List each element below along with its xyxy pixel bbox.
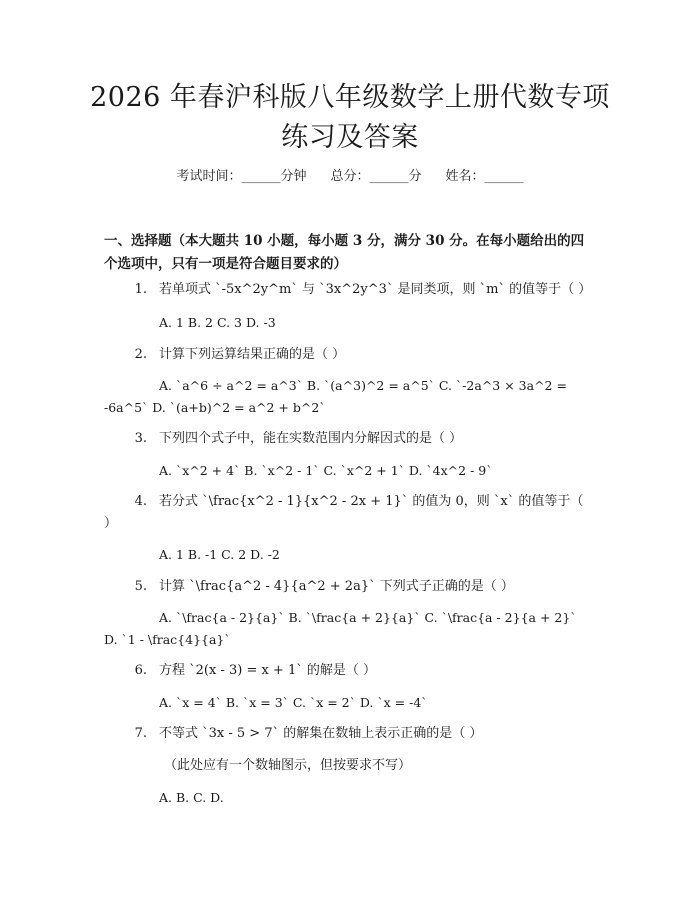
question-number: 7. [134,726,147,741]
question-5 [104,576,594,598]
question-7 [104,723,594,745]
question-stem: 下列四个式子中，能在实数范围内分解因式的是（ ） [159,431,463,446]
question-1 [104,279,594,301]
question-number: 2. [134,347,147,362]
student-name-field: 姓名：______ [445,169,524,184]
question-stem: 若单项式 `-5x^2y^m` 与 `3x^2y^3` 是同类项，则 `m` 的值等于（ ） [159,282,592,297]
question-6-options: A. `x = 4` B. `x = 3` C. `x = 2` D. `x = -4` [159,695,428,710]
question-2-options: A. `a^6 ÷ a^2 = a^3` B. `(a^3)^2 = a^5` C. `-2a^3 × 3a^2 = -6a^5` D. `(a+b)^2 = a^2 + b^2` [104,378,567,415]
question-number: 4. [134,494,147,509]
question-1-options: A. 1 B. 2 C. 3 D. -3 [159,315,276,330]
question-stem: 方程 `2(x - 3) = x + 1` 的解是（ ） [159,663,376,678]
question-stem: 若分式 `\frac{x^2 - 1}{x^2 - 2x + 1}` 的值为 0，则 `x` 的值等于（ ） [104,494,584,531]
question-7-note: （此处应有一个数轴图示，但按要求不写） [164,758,412,773]
question-stem: 计算 `\frac{a^2 - 4}{a^2 + 2a}` 下列式子正确的是（ ） [159,579,514,594]
question-6 [104,660,594,682]
question-stem: 计算下列运算结果正确的是（ ） [159,347,346,362]
exam-info [0,168,700,186]
question-number: 1. [134,282,147,297]
question-number: 5. [134,579,147,594]
question-4-options: A. 1 B. -1 C. 2 D. -2 [159,547,280,562]
question-7-options: A. B. C. D. [159,790,224,805]
question-stem: 不等式 `3x - 5 > 7` 的解集在数轴上表示正确的是（ ） [159,726,483,741]
question-4 [104,491,594,535]
question-number: 3. [134,431,147,446]
exam-time-field: 考试时间：______分钟 [176,169,307,184]
question-3 [104,428,594,450]
document-title: 2026 年春沪科版八年级数学上册代数专项练习及答案 [90,82,610,153]
section-heading: 一、选择题（本大题共 10 小题，每小题 3 分，满分 30 分。在每小题给出的四个选项中，只有一项是符合题目要求的） [104,233,585,272]
question-2 [104,344,594,366]
question-number: 6. [134,663,147,678]
question-5-options: A. `\frac{a - 2}{a}` B. `\frac{a + 2}{a}` C. `\frac{a - 2}{a + 2}` D. `1 - \frac{4}{a}` [104,610,577,647]
question-3-options: A. `x^2 + 4` B. `x^2 - 1` C. `x^2 + 1` D. `4x^2 - 9` [159,463,493,478]
total-score-field: 总分：______分 [330,169,422,184]
